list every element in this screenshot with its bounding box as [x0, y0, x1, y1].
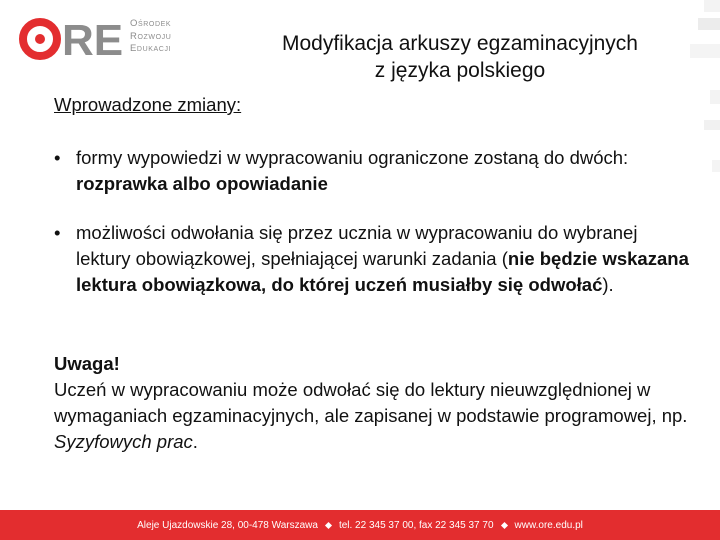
note-end: .: [192, 431, 198, 452]
bullet-1-text: formy wypowiedzi w wypracowaniu ograniczone zostaną do dwóch:: [76, 147, 629, 168]
changes-list: [54, 145, 694, 298]
note-title: Uwaga!: [54, 353, 120, 374]
ore-logo-mark: [18, 14, 128, 64]
logo-subtitle: [130, 18, 171, 56]
note-italic: Syzyfowych prac: [54, 431, 193, 452]
logo-text: RE: [62, 16, 124, 64]
title-line-1: Modyfikacja arkuszy egzaminacyjnych: [282, 32, 638, 55]
logo-sub-line-2: Rozwoju: [130, 30, 172, 42]
footer-address: Aleje Ujazdowskie 28, 00-478 Warszawa: [137, 519, 318, 531]
list-item: [54, 145, 694, 197]
footer-bar: [0, 510, 720, 540]
note-block: [54, 351, 704, 455]
bullet-2-text: możliwości odwołania się przez ucznia w wypracowaniu do wybranej lektury obowiązkowej, spełniającej warunki zadania (: [76, 222, 638, 269]
bullet-1-bold: rozprawka albo opowiadanie: [76, 173, 328, 194]
separator-icon: [500, 521, 507, 528]
bullet-2-bold: nie będzie wskazana lektura obowiązkowa, do której uczeń musiałby się odwołać: [76, 248, 689, 295]
bullet-icon: •: [54, 222, 61, 243]
title-line-2: z języka polskiego: [374, 59, 546, 82]
bullet-icon: •: [54, 147, 61, 168]
bullet-2-end: ).: [602, 274, 614, 295]
ore-logo: [18, 14, 188, 64]
note-text: Uczeń w wypracowaniu może odwołać się do lektury nieuwzględnionej w wymaganiach egzaminacyjnych, ale zapisanej w podstawie programowej, np.: [54, 379, 688, 426]
changes-heading: Wprowadzone zmiany:: [54, 94, 242, 115]
separator-icon: [325, 521, 332, 528]
logo-sub-line-1: Ośrodek: [130, 18, 172, 29]
list-item: [54, 220, 694, 298]
slide-title: [200, 30, 720, 84]
footer-phone: tel. 22 345 37 00, fax 22 345 37 70: [338, 519, 494, 531]
logo-sub-line-3: Edukacji: [130, 43, 172, 54]
footer-web[interactable]: www.ore.edu.pl: [514, 519, 583, 531]
